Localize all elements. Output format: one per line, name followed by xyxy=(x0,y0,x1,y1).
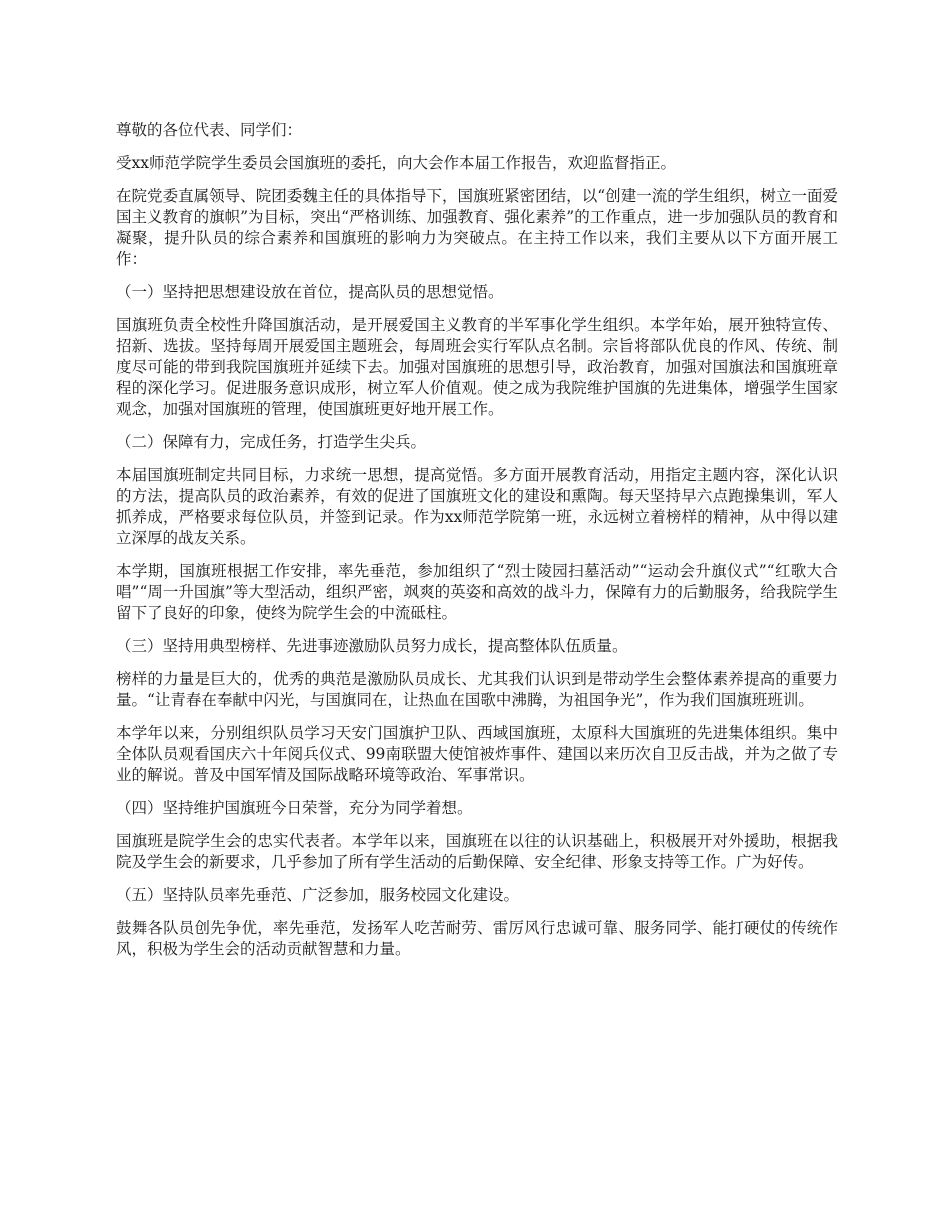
body-paragraph: 本学期，国旗班根据工作安排，率先垂范，参加组织了“烈士陵园扫墓活动”“运动会升旗仪式”“红歌大合唱”“周一升国旗”等大型活动，组织严密，飒爽的英姿和高效的战斗力，保障有力的后勤服务，给我院学生留下了良好的印象，使终为院学生会的中流砥柱。 xyxy=(116,562,838,622)
intro-paragraph: 受xx师范学院学生委员会国旗班的委托，向大会作本届工作报告，欢迎监督指正。 xyxy=(116,154,676,172)
document-body xyxy=(116,120,838,972)
section-heading: （四）坚持维护国旗班今日荣誉，充分为同学着想。 xyxy=(116,799,473,817)
body-paragraph: 本学年以来，分别组织队员学习天安门国旗护卫队、西域国旗班，太原科大国旗班的先进集体组织。集中全体队员观看国庆六十年阅兵仪式、99南联盟大使馆被炸事件、建国以来历次自卫反击战，并为之做了专业的解说。普及中国军情及国际战略环境等政治、军事常识。 xyxy=(116,724,838,784)
body-paragraph: 在院党委直属领导、院团委魏主任的具体指导下，国旗班紧密团结，以“创建一流的学生组织，树立一面爱国主义教育的旗帜”为目标，突出“严格训练、加强教育、强化素养”的工作重点，进一步加强队员的教育和凝聚，提升队员的综合素养和国旗班的影响力为突破点。在主持工作以来，我们主要从以下方面开展工作： xyxy=(116,187,838,268)
body-paragraph: 榜样的力量是巨大的，优秀的典范是激励队员成长、尤其我们认识到是带动学生会整体素养提高的重要力量。“让青春在奉献中闪光，与国旗同在，让热血在国歌中沸腾，为祖国争光”，作为我们国旗班班训。 xyxy=(116,670,838,709)
section-heading: （一）坚持把思想建设放在首位，提高队员的思想觉悟。 xyxy=(116,283,504,301)
section-heading: （三）坚持用典型榜样、先进事迹激励队员努力成长，提高整体队伍质量。 xyxy=(116,637,628,655)
section-heading: （五）坚持队员率先垂范、广泛参加，服务校园文化建设。 xyxy=(116,886,520,904)
body-paragraph: 国旗班是院学生会的忠实代表者。本学年以来，国旗班在以往的认识基础上，积极展开对外援助，根据我院及学生会的新要求，几乎参加了所有学生活动的后勤保障、安全纪律、形象支持等工作。广为好传。 xyxy=(116,832,838,871)
body-paragraph: 本届国旗班制定共同目标，力求统一思想，提高觉悟。多方面开展教育活动，用指定主题内容，深化认识的方法，提高队员的政治素养，有效的促进了国旗班文化的建设和熏陶。每天坚持早六点跑操集训，军人抓养成，严格要求每位队员，并签到记录。作为xx师范学院第一班，永远树立着榜样的精神，从中得以建立深厚的战友关系。 xyxy=(116,466,838,547)
body-paragraph: 国旗班负责全校性升降国旗活动，是开展爱国主义教育的半军事化学生组织。本学年始，展开独特宣传、招新、选拔。坚持每周开展爱国主题班会，每周班会实行军队点名制。宗旨将部队优良的作风、传统、制度尽可能的带到我院国旗班并延续下去。加强对国旗班的思想引导，政治教育，加强对国旗法和国旗班章程的深化学习。促进服务意识成形，树立军人价值观。使之成为我院维护国旗的先进集体，增强学生国家观念，加强对国旗班的管理，使国旗班更好地开展工作。 xyxy=(116,316,838,418)
body-paragraph: 鼓舞各队员创先争优，率先垂范，发扬军人吃苦耐劳、雷厉风行忠诚可靠、服务同学、能打硬仗的传统作风，积极为学生会的活动贡献智慧和力量。 xyxy=(116,919,838,958)
section-heading: （二）保障有力，完成任务，打造学生尖兵。 xyxy=(116,433,427,451)
salutation: 尊敬的各位代表、同学们： xyxy=(116,121,303,139)
